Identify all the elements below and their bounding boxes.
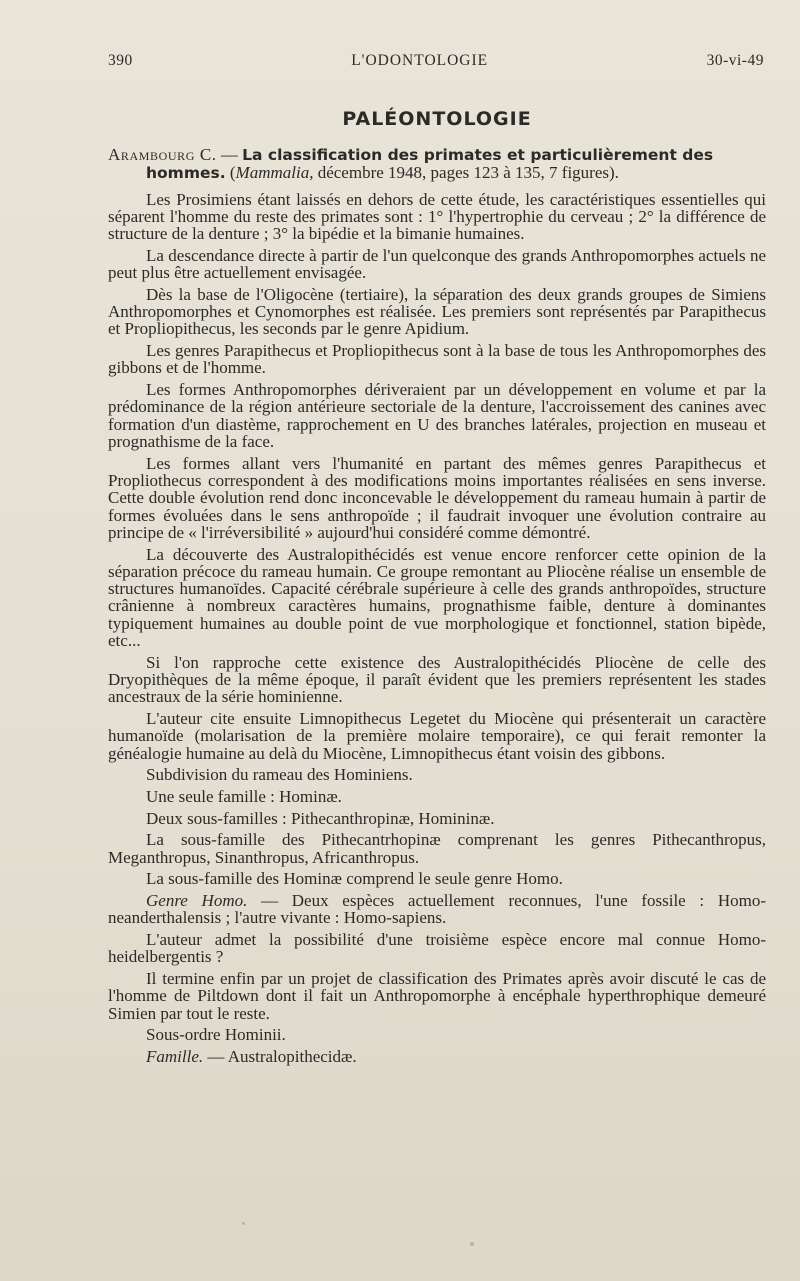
paragraph: La descendance directe à partir de l'un quelconque des grands Anthropomorphes actuels ne peut plus être actuellement envisagée.: [108, 245, 766, 283]
journal-title: L'ODONTOLOGIE: [351, 52, 489, 69]
paragraph: Les genres Parapithecus et Propliopithecus sont à la base de tous les Anthropomorphes des gibbons et de l'homme.: [108, 341, 766, 378]
paragraph: Il termine enfin par un projet de classification des Primates après avoir discuté le cas de l'homme de Piltdown dont il fait un Anthropomorphe à encéphale hyperthrophique demeuré Simien par tout le reste.: [108, 969, 766, 1023]
paragraph: Subdivision du rameau des Hominiens.: [146, 765, 413, 785]
paragraph: Les formes allant vers l'humanité en partant des mêmes genres Parapithecus et Propliothecus correspondent à des modifications moins importantes réalisées en sens inverse. Cette double évolution rend donc inconcevable le développement du rameau humain à partir de formes évoluées dans le sens anthropoïde ; il faudrait invoquer une évolution contraire au principe de « l'irréversibilité » aujourd'hui considéré comme démontré.: [108, 453, 766, 542]
famille-paragraph: [108, 1048, 766, 1065]
issue-date: 30-vi-49: [706, 52, 764, 69]
genre-label: Genre Homo.: [146, 891, 248, 911]
genre-text: — Deux espèces actuellement reconnues, l'une fossile : Homo-neanderthalensis ; l'autre vivante : Homo-sapiens.: [108, 891, 767, 928]
paragraph: Si l'on rapproche cette existence des Australopithécidés Pliocène de celle des Dryopithèques de la même époque, il paraît évident que les premiers représentent les stades ancestraux de la série hominienne.: [108, 652, 766, 707]
paragraph: Les Prosimiens étant laissés en dehors de cette étude, les caractéristiques essentielles qui séparent l'homme du reste des primates sont : 1° l'hypertrophie du cerveau ; 2° la différence de structure de la denture ; 3° la bipédie et la bimanie humaines.: [108, 189, 766, 244]
paper-speck: [242, 1222, 245, 1225]
reference-details: décembre 1948, pages 123 à 135, 7 figures).: [317, 163, 619, 183]
reference-continuation: [108, 164, 766, 182]
article-body: [108, 191, 766, 1066]
paragraph: Dès la base de l'Oligocène (tertiaire), la séparation des deux grands groupes de Simiens Anthropomorphes et Cynomorphes est réalisée. Les premiers sont représentés par Parapithecus et Propliopithecus, les seconds par le genre Apidium.: [108, 284, 766, 339]
page-number: 390: [108, 52, 133, 69]
paragraph: Sous-ordre Hominii.: [146, 1025, 286, 1045]
paragraph: La sous-famille des Hominæ comprend le seule genre Homo.: [146, 869, 563, 889]
section-title: PALÉONTOLOGIE: [342, 108, 532, 130]
paragraph: Deux sous-familles : Pithecanthropinæ, Homininæ.: [146, 808, 495, 828]
citation-open: (: [229, 163, 236, 183]
paper-speck: [470, 1242, 474, 1246]
paragraph: La sous-famille des Pithecantrhopinæ comprenant les genres Pithecanthropus, Meganthropus, Sinanthropus, Africanthropus.: [108, 830, 766, 867]
reference-journal: Mammalia,: [235, 163, 314, 183]
reference-author: Arambourg C.: [108, 145, 217, 164]
bibliographic-reference: [108, 146, 766, 183]
paper-speck: [462, 733, 464, 738]
running-header: [108, 52, 764, 74]
famille-text: — Australopithecidæ.: [207, 1046, 357, 1066]
reference-title-line2: hommes.: [146, 164, 226, 183]
paragraph: L'auteur admet la possibilité d'une troisième espèce encore mal connue Homo-heidelbergentis ?: [108, 930, 766, 967]
paragraph: Les formes Anthropomorphes dériveraient par un développement en volume et par la prédominance de la région antérieure sectoriale de la denture, l'accroissement des canines avec formation d'un diastème, rapprochement en U des branches latérales, projection en museau et prognathisme de la face.: [108, 380, 766, 452]
genre-paragraph: [108, 892, 766, 927]
reference-dash: —: [220, 145, 238, 164]
famille-label: Famille.: [146, 1046, 204, 1066]
reference-title-line1: La classification des primates et particulièrement des: [242, 146, 714, 164]
paragraph: Une seule famille : Hominæ.: [146, 787, 342, 806]
paragraph: La découverte des Australopithécidés est venue encore renforcer cette opinion de la séparation précoce du rameau humain. Ce groupe remontant au Pliocène réalise un ensemble de structures humanoïdes. Capacité cérébrale supérieure à celle des grands anthropoïdes, structure crânienne à nombreux caractères humains, prognathisme faible, denture à dominantes typiquement humaines au double point de vue morphologique et fonctionnel, station bipède, etc...: [108, 544, 766, 651]
paragraph: L'auteur cite ensuite Limnopithecus Legetet du Miocène qui présenterait un caractère humanoïde (molarisation de la première molaire temporaire), ce qui ferait remonter la généalogie humaine au delà du Miocène, Limnopithecus étant voisin des gibbons.: [108, 709, 766, 763]
